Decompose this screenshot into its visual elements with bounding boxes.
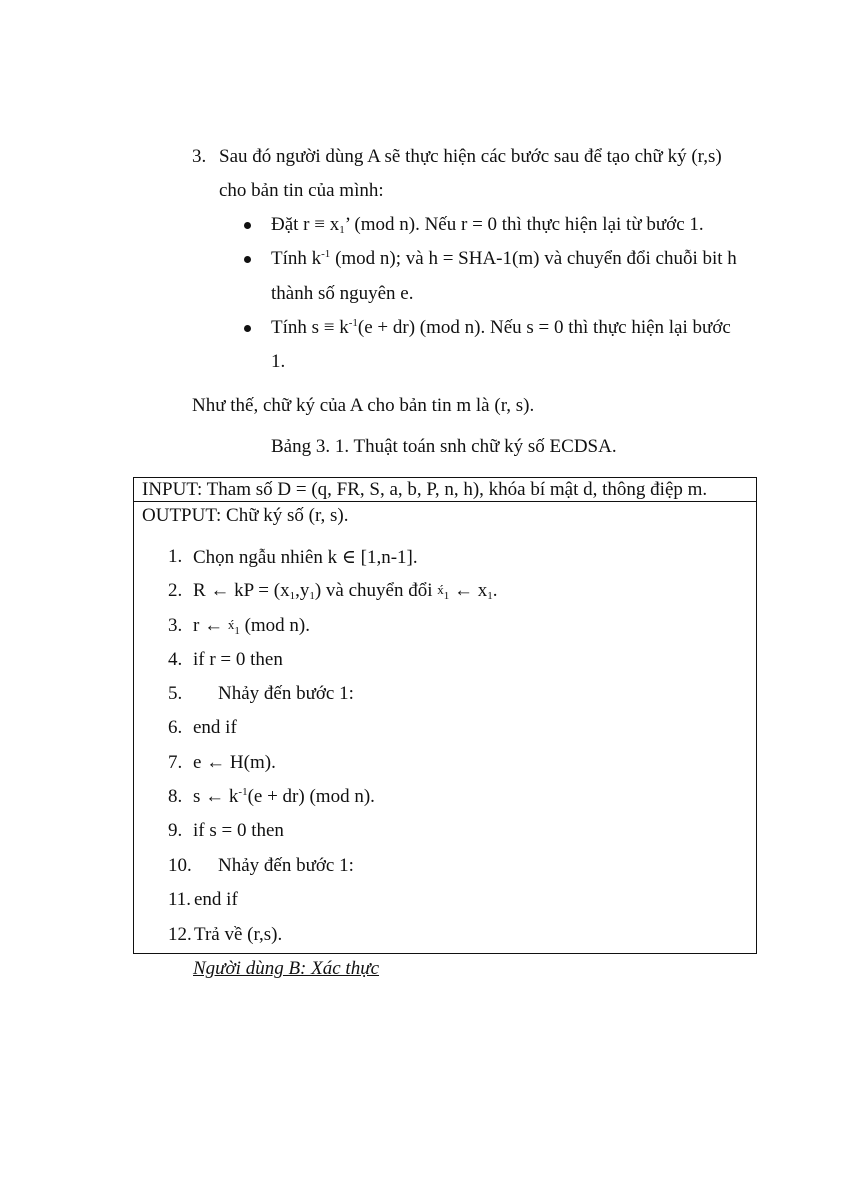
bullet-2-line2: thành số nguyên e. — [271, 283, 414, 304]
table-output-text: OUTPUT: Chữ ký số (r, s). — [142, 505, 349, 526]
step-number: 2. — [168, 580, 183, 601]
step-text: Chọn ngẫu nhiên k ∈ [1,n-1]. — [193, 547, 418, 568]
step-number: 11. — [168, 889, 192, 910]
step-text: Nhảy đến bước 1: — [218, 683, 354, 704]
step-text: if s = 0 then — [193, 820, 284, 841]
bullet-2-text: Tính $k^{-1}$ (mod n); và h = SHA-1(m) và chuyển đổi chuỗi bit h — [271, 248, 737, 269]
step-text: e ← H(m). — [193, 752, 276, 773]
item3-number: 3. — [192, 146, 207, 167]
step-number: 1. — [168, 546, 183, 567]
table-input-row — [134, 478, 756, 502]
step-number: 6. — [168, 717, 183, 738]
table-input-text: INPUT: Tham số D = (q, FR, S, a, b, P, n, h), khóa bí mật d, thông điệp m. — [142, 479, 708, 500]
bullet-3-text: Tính $s \equiv k^{-1}(e + dr)$ (mod n). Nếu s = 0 thì thực hiện lại bước — [271, 317, 731, 338]
step-number: 9. — [168, 820, 183, 841]
item3-line1: Sau đó người dùng A sẽ thực hiện các bước sau để tạo chữ ký (r,s) — [219, 146, 722, 167]
step-text: end if — [193, 717, 237, 738]
table-caption: Bảng 3. 1. Thuật toán snh chữ ký số ECDSA. — [271, 436, 617, 457]
step-number: 7. — [168, 752, 183, 773]
step-text: Trả về (r,s). — [194, 924, 283, 945]
step-text: Nhảy đến bước 1: — [218, 855, 354, 876]
step-number: 10. — [168, 855, 192, 876]
step-number: 8. — [168, 786, 183, 807]
step-text: r ← $x́_1$ (mod n). — [193, 615, 311, 637]
step-number: 5. — [168, 683, 183, 704]
bullet-3-line2: 1. — [271, 351, 286, 372]
algorithm-table — [133, 477, 757, 954]
step-text: end if — [194, 889, 238, 910]
section-heading-user-b: Người dùng B: Xác thực — [193, 958, 380, 979]
step-number: 3. — [168, 615, 183, 636]
step-number: 12. — [168, 924, 192, 945]
bullet-dot — [244, 325, 251, 332]
bullet-1-text: Đặt $r \equiv x_1$’ (mod n). Nếu r = 0 thì thực hiện lại từ bước 1. — [271, 214, 704, 236]
step-text: s ← $k^{-1}(e + dr)$ (mod n). — [193, 786, 375, 807]
summary-text: Như thế, chữ ký của A cho bản tin m là (r, s). — [192, 395, 535, 416]
step-text: if r = 0 then — [193, 649, 283, 670]
step-text: R ← kP = $(x_1,y_1)$ và chuyển đổi $x́_1$ ← $x_1$. — [193, 580, 498, 602]
bullet-dot — [244, 222, 251, 229]
bullet-dot — [244, 256, 251, 263]
item3-line2: cho bản tin của mình: — [219, 180, 384, 201]
step-number: 4. — [168, 649, 183, 670]
